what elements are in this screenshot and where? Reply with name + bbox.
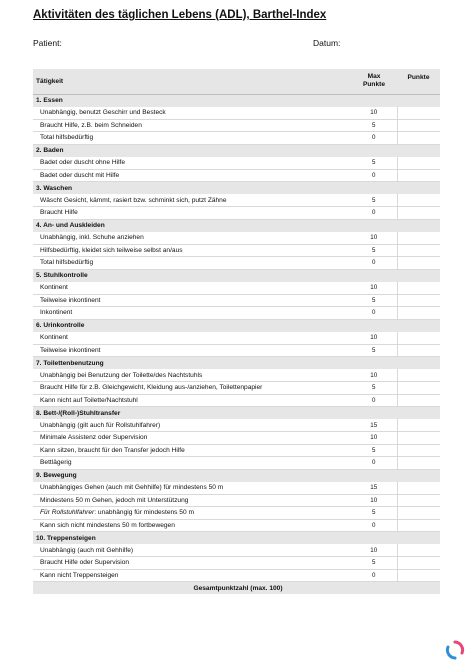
section-title: 7. Toilettenbenutzung — [33, 357, 440, 370]
table-row — [33, 344, 440, 357]
item-points-cell[interactable] — [397, 194, 440, 207]
item-points-cell[interactable] — [397, 244, 440, 257]
item-points-cell[interactable] — [397, 544, 440, 557]
table-row — [33, 232, 440, 245]
item-points-cell[interactable] — [397, 307, 440, 320]
section-header-row — [33, 319, 440, 332]
item-max-points: 0 — [351, 132, 397, 145]
item-max-points: 5 — [351, 382, 397, 395]
item-description: Braucht Hilfe oder Supervision — [33, 557, 351, 570]
table-row — [33, 157, 440, 170]
table-row — [33, 544, 440, 557]
item-description: Braucht Hilfe, z.B. beim Schneiden — [33, 119, 351, 132]
item-points-cell[interactable] — [397, 507, 440, 520]
item-max-points: 0 — [351, 457, 397, 470]
item-description-rest: : unabhängig für mindestens 50 m — [94, 509, 194, 517]
item-points-cell[interactable] — [397, 132, 440, 145]
section-header-row — [33, 532, 440, 545]
item-max-points: 0 — [351, 307, 397, 320]
header-points: Punkte — [397, 69, 440, 94]
item-max-points: 5 — [351, 194, 397, 207]
item-description: Mindestens 50 m Gehen, jedoch mit Unterstützung — [33, 494, 351, 507]
table-row — [33, 132, 440, 145]
table-row — [33, 169, 440, 182]
table-row — [33, 432, 440, 445]
item-max-points: 10 — [351, 494, 397, 507]
item-points-cell[interactable] — [397, 569, 440, 582]
item-max-points: 10 — [351, 332, 397, 345]
item-points-cell[interactable] — [397, 169, 440, 182]
item-max-points: 10 — [351, 282, 397, 295]
item-description: Teilweise inkontinent — [33, 344, 351, 357]
item-description: Wäscht Gesicht, kämmt, rasiert bzw. schminkt sich, putzt Zähne — [33, 194, 351, 207]
date-label: Datum: — [313, 38, 341, 48]
item-max-points: 5 — [351, 444, 397, 457]
table-row — [33, 519, 440, 532]
item-description: Bettlägerig — [33, 457, 351, 470]
item-max-points: 0 — [351, 394, 397, 407]
table-row — [33, 207, 440, 220]
table-row — [33, 507, 440, 520]
item-points-cell[interactable] — [397, 494, 440, 507]
item-max-points: 5 — [351, 557, 397, 570]
item-points-cell[interactable] — [397, 294, 440, 307]
section-title: 6. Urinkontrolle — [33, 319, 440, 332]
item-description: Badet oder duscht mit Hilfe — [33, 169, 351, 182]
item-max-points: 5 — [351, 157, 397, 170]
item-description: Unabhängig, inkl. Schuhe anziehen — [33, 232, 351, 245]
item-max-points: 5 — [351, 244, 397, 257]
item-description: Unabhängig (auch mit Gehhilfe) — [33, 544, 351, 557]
table-row — [33, 307, 440, 320]
item-description: Unabhängiges Gehen (auch mit Gehhilfe) für mindestens 50 m — [33, 482, 351, 495]
item-description-italic: Für Rollstuhlfahrer — [40, 509, 95, 517]
item-points-cell[interactable] — [397, 382, 440, 395]
section-title: 8. Bett-/(Roll-)Stuhltransfer — [33, 407, 440, 420]
item-points-cell[interactable] — [397, 432, 440, 445]
section-header-row — [33, 357, 440, 370]
table-body — [33, 94, 440, 582]
item-max-points: 15 — [351, 482, 397, 495]
table-row — [33, 394, 440, 407]
section-header-row — [33, 182, 440, 195]
item-max-points: 0 — [351, 569, 397, 582]
item-points-cell[interactable] — [397, 107, 440, 120]
item-description — [33, 507, 351, 520]
item-points-cell[interactable] — [397, 282, 440, 295]
item-description: Kontinent — [33, 332, 351, 345]
item-max-points: 5 — [351, 119, 397, 132]
table-row — [33, 257, 440, 270]
table-row — [33, 282, 440, 295]
item-max-points: 10 — [351, 107, 397, 120]
section-header-row — [33, 269, 440, 282]
header-activity: Tätigkeit — [33, 69, 351, 94]
item-points-cell[interactable] — [397, 207, 440, 220]
item-max-points: 15 — [351, 419, 397, 432]
item-description: Kann nicht auf Toilette/Nachtstuhl — [33, 394, 351, 407]
table-header-row — [33, 69, 440, 94]
item-description: Braucht Hilfe für z.B. Gleichgewicht, Kleidung aus-/anziehen, Toilettenpapier — [33, 382, 351, 395]
header-max-points — [351, 69, 397, 94]
section-header-row — [33, 94, 440, 107]
item-points-cell[interactable] — [397, 519, 440, 532]
table-row — [33, 369, 440, 382]
item-description: Braucht Hilfe — [33, 207, 351, 220]
header-max-line2: Punkte — [363, 81, 385, 89]
section-header-row — [33, 469, 440, 482]
section-title: 1. Essen — [33, 94, 440, 107]
section-title: 2. Baden — [33, 144, 440, 157]
item-points-cell[interactable] — [397, 419, 440, 432]
section-header-row — [33, 144, 440, 157]
item-points-cell[interactable] — [397, 557, 440, 570]
item-max-points: 0 — [351, 169, 397, 182]
item-max-points: 10 — [351, 544, 397, 557]
item-points-cell[interactable] — [397, 482, 440, 495]
item-description: Unabhängig (gilt auch für Rollstuhlfahrer) — [33, 419, 351, 432]
table-row — [33, 194, 440, 207]
item-description: Total hilfsbedürftig — [33, 132, 351, 145]
section-title: 10. Treppensteigen — [33, 532, 440, 545]
item-description: Kann nicht Treppensteigen — [33, 569, 351, 582]
item-max-points: 10 — [351, 369, 397, 382]
section-header-row — [33, 407, 440, 420]
item-points-cell[interactable] — [397, 444, 440, 457]
item-max-points: 0 — [351, 207, 397, 220]
section-title: 3. Waschen — [33, 182, 440, 195]
item-description: Kann sitzen, braucht für den Transfer jedoch Hilfe — [33, 444, 351, 457]
item-description: Total hilfsbedürftig — [33, 257, 351, 270]
section-title: 9. Bewegung — [33, 469, 440, 482]
item-description: Unabhängig, benutzt Geschirr und Besteck — [33, 107, 351, 120]
item-description: Inkontinent — [33, 307, 351, 320]
item-max-points: 0 — [351, 257, 397, 270]
item-description: Unabhängig bei Benutzung der Toilette/des Nachtstuhls — [33, 369, 351, 382]
table-row — [33, 494, 440, 507]
table-row — [33, 569, 440, 582]
table-row — [33, 457, 440, 470]
barthel-table — [33, 69, 440, 594]
item-description: Badet oder duscht ohne Hilfe — [33, 157, 351, 170]
table-row — [33, 332, 440, 345]
document-title: Aktivitäten des täglichen Lebens (ADL), Barthel-Index — [33, 9, 327, 21]
table-row — [33, 557, 440, 570]
table-row — [33, 107, 440, 120]
item-points-cell[interactable] — [397, 257, 440, 270]
table-row — [33, 419, 440, 432]
table-row — [33, 482, 440, 495]
total-row — [33, 582, 440, 595]
item-max-points: 10 — [351, 232, 397, 245]
section-header-row — [33, 219, 440, 232]
item-points-cell[interactable] — [397, 332, 440, 345]
item-max-points: 5 — [351, 507, 397, 520]
item-points-cell[interactable] — [397, 119, 440, 132]
item-points-cell[interactable] — [397, 369, 440, 382]
item-points-cell[interactable] — [397, 457, 440, 470]
brand-swirl-logo-icon — [445, 640, 465, 660]
item-max-points: 10 — [351, 432, 397, 445]
header-max-line1: Max — [367, 73, 381, 81]
item-description: Minimale Assistenz oder Supervision — [33, 432, 351, 445]
section-title: 4. An- und Auskleiden — [33, 219, 440, 232]
item-points-cell[interactable] — [397, 344, 440, 357]
item-description: Kann sich nicht mindestens 50 m fortbewegen — [33, 519, 351, 532]
item-description: Hilfsbedürftig, kleidet sich teilweise selbst an/aus — [33, 244, 351, 257]
table-row — [33, 444, 440, 457]
total-label: Gesamtpunktzahl (max. 100) — [33, 582, 440, 595]
table-row — [33, 244, 440, 257]
item-points-cell[interactable] — [397, 157, 440, 170]
table-row — [33, 119, 440, 132]
item-description: Teilweise inkontinent — [33, 294, 351, 307]
item-points-cell[interactable] — [397, 232, 440, 245]
item-points-cell[interactable] — [397, 394, 440, 407]
item-max-points: 5 — [351, 344, 397, 357]
table-row — [33, 382, 440, 395]
table-row — [33, 294, 440, 307]
item-max-points: 5 — [351, 294, 397, 307]
item-max-points: 0 — [351, 519, 397, 532]
item-description: Kontinent — [33, 282, 351, 295]
patient-label: Patient: — [33, 38, 62, 48]
section-title: 5. Stuhlkontrolle — [33, 269, 440, 282]
